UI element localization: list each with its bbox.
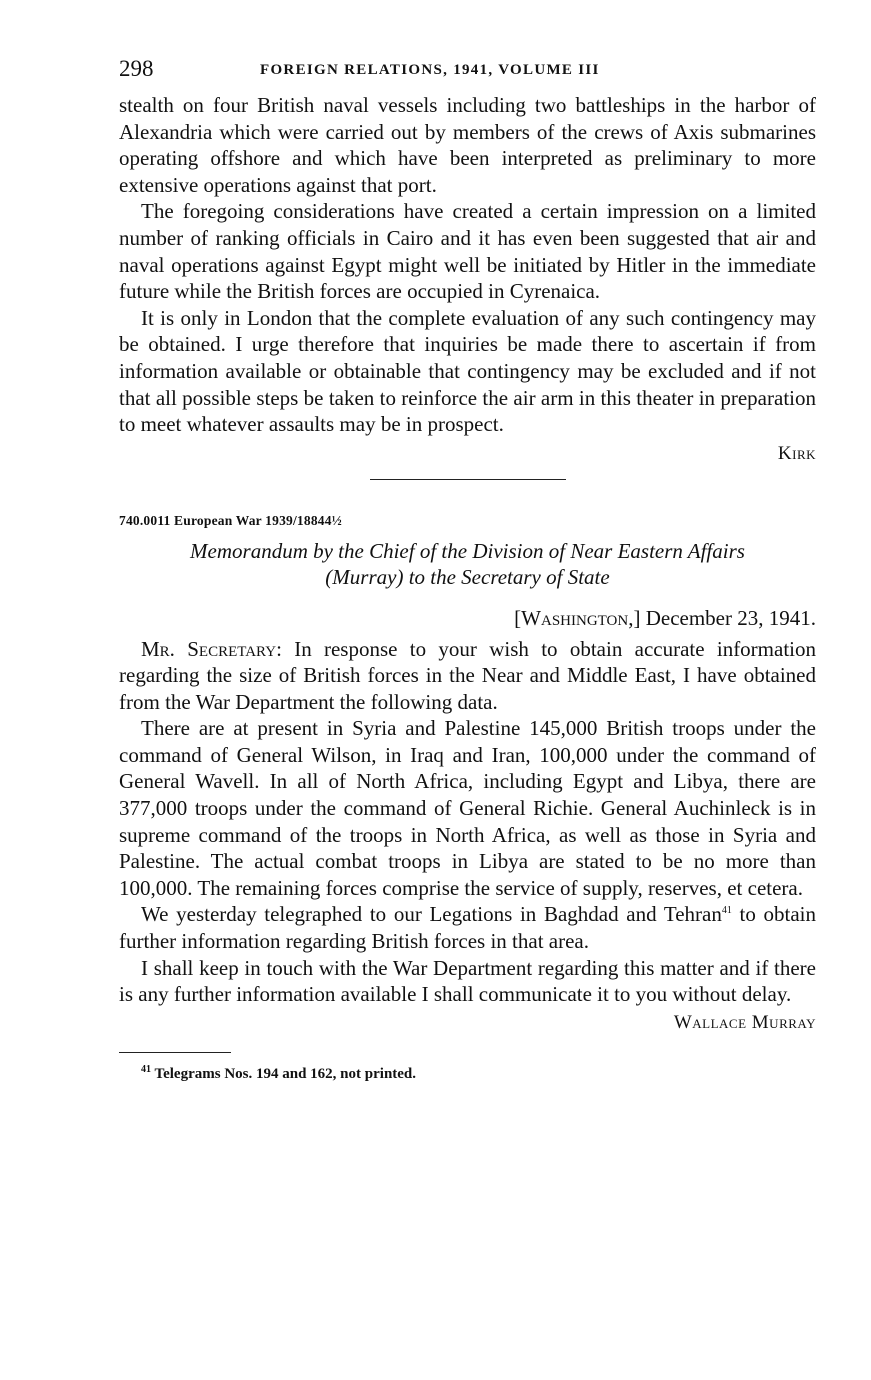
document-title	[119, 538, 816, 591]
signature-kirk: Kirk	[777, 442, 816, 464]
page-header	[119, 52, 816, 86]
dateline-date: December 23, 1941.	[645, 605, 816, 630]
paragraph-text: to obtain further information regarding British forces in that area.	[119, 902, 816, 954]
continued-despatch	[119, 92, 816, 438]
dateline-place: Washington,	[521, 605, 634, 630]
footnote-reference: 41	[721, 905, 732, 917]
section-divider	[370, 479, 566, 480]
paragraph: It is only in London that the complete evaluation of any such contingency may be obtained. I urge therefore that inquiries be made there to ascertain if from information available or obtainable that contingency may be excluded and if not that all possible steps be taken to reinforce the air arm in this theater in preparation to meet whatever assaults may be in prospect.	[119, 305, 816, 437]
footnote-marker: 41	[141, 1063, 151, 1075]
footnote-divider	[119, 1052, 231, 1053]
paragraph: There are at present in Syria and Palestine 145,000 British troops under the command of General Wilson, in Iraq and Iran, 100,000 under the command of General Wavell. In all of North Africa, including Egypt and Libya, there are 377,000 troops under the command of General Richie. General Auchinleck is in supreme command of the troops in North Africa, as well as those in Syria and Palestine. The actual combat troops in Libya are stated to be no more than 100,000. The remaining forces comprise the service of supply, reserves, et cetera.	[119, 716, 816, 900]
signature-murray: Wallace Murray	[673, 1011, 816, 1033]
paragraph	[119, 636, 816, 716]
paragraph: The foregoing considerations have created a certain impression on a limited number of ranking officials in Cairo and it has even been suggested that air and naval operations against Egypt might well be initiated by Hitler in the immediate future while the British forces are occupied in Cyrenaica.	[119, 199, 816, 304]
dateline: [Washington,] December 23, 1941.	[514, 605, 816, 630]
file-number: 740.0011 European War 1939/18844½	[119, 512, 343, 528]
title-line: (Murray) to the Secretary of State	[325, 565, 610, 590]
document-page	[119, 52, 816, 1084]
paragraph-text: : In response to your wish to obtain accurate information regarding the size of British forces in the Near and Middle East, I have obtained from the War Department the following data.	[119, 636, 816, 714]
memo-body	[119, 636, 816, 1008]
page-number: 298	[119, 56, 154, 81]
title-line: Memorandum by the Chief of the Division of Near Eastern Affairs	[190, 538, 745, 563]
footnote	[119, 1064, 816, 1084]
paragraph: I shall keep in touch with the War Department regarding this matter and if there is any further information available I shall communicate it to you without delay.	[119, 955, 816, 1007]
paragraph	[119, 901, 816, 954]
running-head: FOREIGN RELATIONS, 1941, VOLUME III	[260, 62, 600, 78]
paragraph: stealth on four British naval vessels including two battleships in the harbor of Alexandria which were carried out by members of the crews of Axis submarines operating offshore and which have been interpreted as preliminary to more extensive operations against that port.	[119, 93, 816, 197]
paragraph-text: We yesterday telegraphed to our Legations in Baghdad and Tehran	[141, 902, 722, 927]
footnote-text: Telegrams Nos. 194 and 162, not printed.	[151, 1065, 417, 1082]
salutation: Mr. Secretary	[141, 636, 277, 661]
